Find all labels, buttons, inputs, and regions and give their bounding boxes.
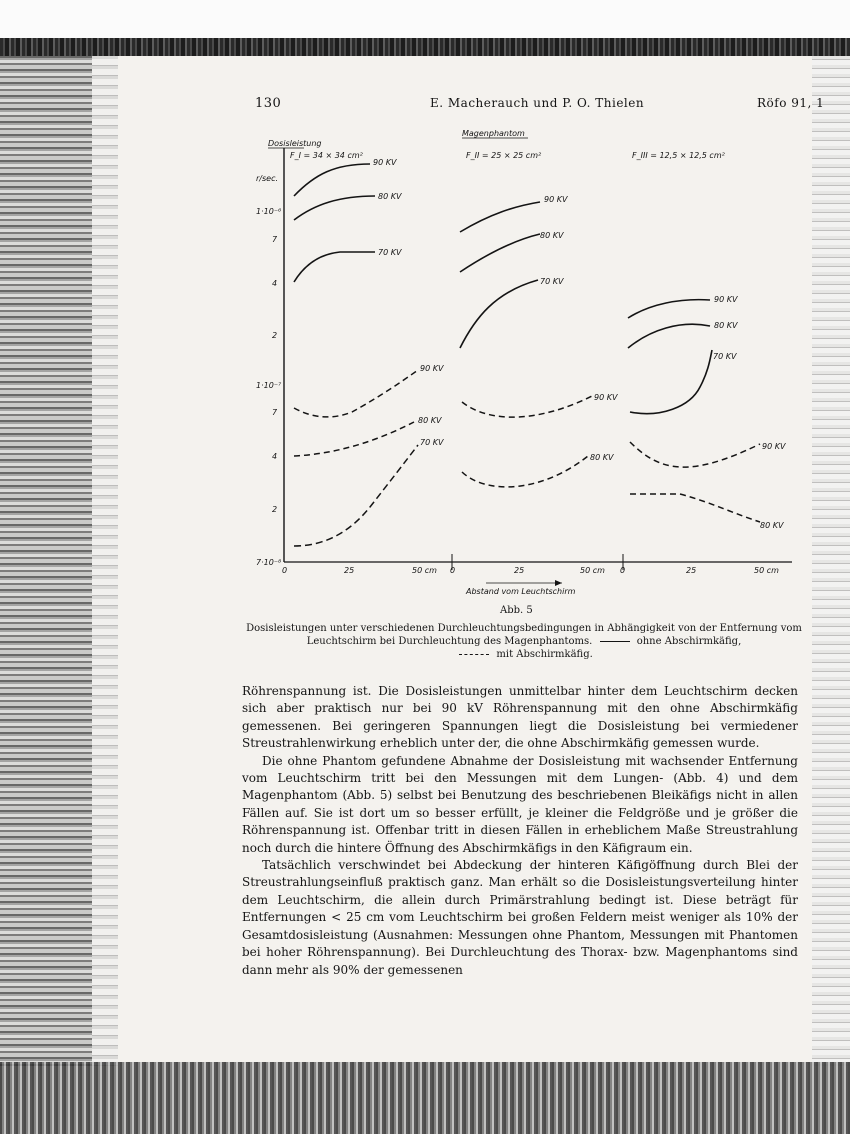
curve-label: 70 KV bbox=[540, 277, 564, 286]
figure-caption bbox=[244, 622, 804, 661]
y-tick-label: 1·10⁻⁶ bbox=[256, 207, 282, 216]
x-tick-label: 50 cm bbox=[412, 566, 437, 575]
p3-curve-70kv-solid bbox=[630, 350, 712, 414]
p3-curve-90kv-solid bbox=[628, 300, 710, 318]
curve-label: 70 KV bbox=[420, 438, 444, 447]
y-tick-label: 1·10⁻⁷ bbox=[256, 381, 282, 390]
p2-curve-90kv-dashed bbox=[462, 396, 592, 417]
panel2-field-size: F_II = 25 × 25 cm² bbox=[466, 151, 542, 160]
p2-curve-70kv-solid bbox=[460, 280, 538, 348]
caption-line: Dosisleistungen unter verschiedenen Durchleuchtungsbedingungen in Abhängigkeit von der Entfernung vom bbox=[246, 623, 802, 634]
p2-curve-80kv-solid bbox=[460, 234, 540, 272]
x-tick-label: 0 bbox=[620, 566, 626, 575]
caption-line bbox=[244, 648, 804, 661]
p3-curve-80kv-solid bbox=[628, 324, 710, 348]
y-tick-label: 2 bbox=[272, 331, 278, 340]
figure-abb5 bbox=[240, 122, 810, 612]
scan-top-border bbox=[0, 38, 850, 56]
curve-label: 80 KV bbox=[378, 192, 402, 201]
y-tick-label: 7 bbox=[272, 235, 278, 244]
curve-label: 80 KV bbox=[418, 416, 442, 425]
curve-label: 90 KV bbox=[373, 158, 397, 167]
x-tick-label: 25 bbox=[686, 566, 697, 575]
p2-curve-80kv-dashed bbox=[462, 456, 588, 487]
y-tick-label: 7 bbox=[272, 408, 278, 417]
x-tick-label: 0 bbox=[282, 566, 288, 575]
y-tick-label: 4 bbox=[272, 452, 278, 461]
scan-bottom-border bbox=[0, 1062, 850, 1134]
legend-dashed-line-sample bbox=[459, 654, 489, 655]
body-text bbox=[242, 683, 798, 979]
panel1-field-size: F_I = 34 × 34 cm² bbox=[290, 151, 363, 160]
caption-text: Leuchtschirm bei Durchleuchtung des Magenphantoms. bbox=[306, 636, 593, 647]
x-tick-label: 50 cm bbox=[754, 566, 779, 575]
x-tick-label: 25 bbox=[514, 566, 525, 575]
y-axis-title: Dosisleistung bbox=[268, 139, 322, 148]
p1-curve-70kv-dashed bbox=[294, 445, 418, 546]
p1-curve-80kv-dashed bbox=[294, 422, 414, 456]
curve-label: 70 KV bbox=[378, 248, 402, 257]
x-axis-arrow-head bbox=[555, 580, 562, 586]
scan-left-border bbox=[0, 56, 92, 1066]
scan-right-border bbox=[812, 56, 850, 1066]
p1-curve-90kv-dashed bbox=[294, 370, 418, 417]
legend-dashed-label: mit Abschirmkäfig. bbox=[496, 649, 593, 660]
p1-curve-90kv-solid bbox=[294, 164, 370, 196]
scan-top-margin bbox=[0, 0, 850, 38]
x-tick-label: 25 bbox=[344, 566, 355, 575]
legend-solid-line-sample bbox=[600, 641, 630, 642]
curve-label: 80 KV bbox=[540, 231, 564, 240]
curve-label: 90 KV bbox=[594, 393, 618, 402]
curve-label: 90 KV bbox=[714, 295, 738, 304]
p1-curve-80kv-solid bbox=[294, 196, 375, 220]
paragraph: Röhrenspannung ist. Die Dosisleistungen unmittelbar hinter dem Leuchtschirm decken sich aber praktisch nur bei 90 kV Röhrenspannung mit den ohne Abschirmkäfig gemessenen. Bei geringeren Spannungen liegt die Dosisleistung bei vermiedener Streustrahlenwirkung erheblich unter der, die ohne Abschirmkäfig gemessen wurde. bbox=[242, 684, 798, 751]
x-tick-label: 50 cm bbox=[580, 566, 605, 575]
p1-curve-70kv-solid bbox=[294, 252, 375, 282]
figure-label: Abb. 5 bbox=[500, 605, 533, 616]
paragraph: Tatsächlich verschwindet bei Abdeckung der hinteren Käfigöffnung durch Blei der Streustrahlungseinfluß praktisch ganz. Man erhält so die Dosisleistungsverteilung hinter dem Leuchtschirm, die allein durch Primärstrahlung bedingt ist. Diese beträgt für Entfernungen < 25 cm vom Leuchtschirm bei großen Feldern meist weniger als 10% der Gesamtdosisleistung (Ausnahmen: Messungen ohne Phantom, Messungen mit Phantomen bei hoher Röhrenspannung). Bei Durchleuchtung des Thorax- bzw. Magenphantoms sind dann mehr als 90% der gemessenen bbox=[242, 858, 798, 977]
p3-curve-90kv-dashed bbox=[630, 442, 760, 467]
dose-rate-plot bbox=[240, 122, 810, 612]
running-head-authors: E. Macherauch und P. O. Thielen bbox=[430, 96, 645, 110]
p3-curve-80kv-dashed bbox=[630, 494, 760, 522]
curve-label: 80 KV bbox=[760, 521, 784, 530]
x-axis-title: Abstand vom Leuchtschirm bbox=[466, 587, 576, 596]
curve-label: 80 KV bbox=[714, 321, 738, 330]
scan-left-noise bbox=[92, 56, 118, 1066]
y-tick-label: 2 bbox=[272, 505, 278, 514]
curve-label: 90 KV bbox=[544, 195, 568, 204]
page-number: 130 bbox=[255, 96, 282, 111]
paragraph: Die ohne Phantom gefundene Abnahme der Dosisleistung mit wachsender Entfernung vom Leuchtschirm tritt bei den Messungen mit dem Lungen- (Abb. 4) und dem Magenphantom (Abb. 5) selbst bei Benutzung des beschriebenen Bleikäfigs nicht in allen Fällen auf. Sie ist dort um so besser erfüllt, je kleiner die Feldgröße und je größer die Röhrenspannung ist. Offenbar tritt in diesen Fällen in erheblichem Maße Streustrahlung noch durch die hintere Öffnung des Abschirmkäfigs in den Käfigraum ein. bbox=[242, 753, 798, 855]
panel3-field-size: F_III = 12,5 × 12,5 cm² bbox=[632, 151, 725, 160]
curve-label: 80 KV bbox=[590, 453, 614, 462]
panel-group-title: Magenphantom bbox=[462, 129, 525, 138]
caption-line bbox=[244, 635, 804, 648]
y-tick-label: 7·10⁻⁸ bbox=[256, 558, 282, 567]
p2-curve-90kv-solid bbox=[460, 202, 540, 232]
y-tick-label: 4 bbox=[272, 279, 278, 288]
y-axis-unit: r/sec. bbox=[256, 174, 279, 183]
curve-label: 90 KV bbox=[420, 364, 444, 373]
curve-label: 90 KV bbox=[762, 442, 786, 451]
x-tick-label: 0 bbox=[450, 566, 456, 575]
running-head-journal: Röfo 91, 1 bbox=[757, 96, 825, 110]
curve-label: 70 KV bbox=[713, 352, 737, 361]
legend-solid-label: ohne Abschirmkäfig, bbox=[636, 636, 742, 647]
